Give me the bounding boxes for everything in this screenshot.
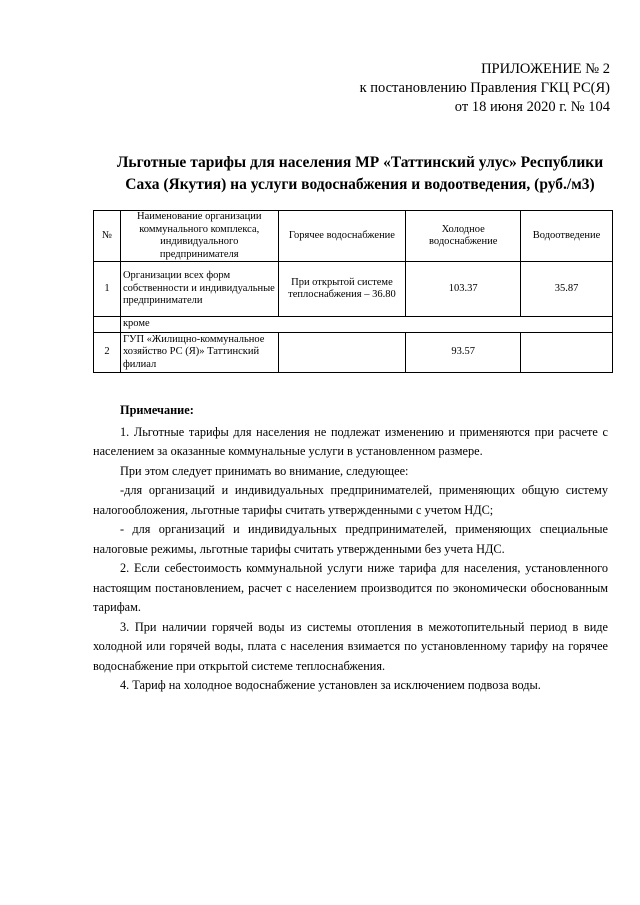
- header-cold-water: Холодное водоснабжение: [406, 211, 521, 262]
- row-org: Организации всех форм собственности и индивидуальные предприниматели: [120, 262, 278, 317]
- row-cold-water: 103.37: [406, 262, 521, 317]
- header-hot-water: Горячее водоснабжение: [278, 211, 406, 262]
- header-org: Наименование организации коммунального комплекса, индивидуального предпринимателя: [120, 211, 278, 262]
- row-hot-water: [278, 333, 406, 373]
- note-paragraph-6: 3. При наличии горячей воды из системы отопления в межотопительный период в виде холодной или горячей воды, плата с населения взимается по установленному тарифу на горячее водоснабжение при открытой системе теплоснабжения.: [93, 619, 608, 673]
- row-drainage: 35.87: [521, 262, 613, 317]
- document-title: [90, 152, 630, 196]
- appendix-resolution-date: от 18 июня 2020 г. № 104: [454, 99, 610, 115]
- tariff-table: [93, 210, 613, 373]
- note-paragraph-4: - для организаций и индивидуальных предпринимателей, применяющих специальные налоговые режимы, льготные тарифы считать утвержденными без учета НДС.: [93, 522, 608, 556]
- header-num: №: [94, 211, 121, 262]
- row-hot-water: При открытой системе теплоснабжения – 36.80: [278, 262, 406, 317]
- header-drainage: Водоотведение: [521, 211, 613, 262]
- notes-section: [93, 401, 608, 696]
- appendix-number: ПРИЛОЖЕНИЕ № 2: [481, 61, 610, 77]
- note-paragraph-1: 1. Льготные тарифы для населения не подлежат изменению и применяются при расчете с населением за оказанные коммунальные услуги в установленном размере.: [93, 424, 608, 458]
- table-separator-row: [94, 317, 613, 333]
- document-title-line-2: Саха (Якутия) на услуги водоснабжения и водоотведения, (руб./м3): [125, 176, 595, 193]
- appendix-header: [360, 60, 610, 117]
- note-paragraph-5: 2. Если себестоимость коммунальной услуги ниже тарифа для населения, установленного настоящим постановлением, расчет с населением производится по экономически обоснованным тарифам.: [93, 561, 608, 614]
- appendix-resolution-ref: к постановлению Правления ГКЦ РС(Я): [359, 80, 610, 96]
- row-cold-water: 93.57: [406, 333, 521, 373]
- row-num: 2: [94, 333, 121, 373]
- row-org: ГУП «Жилищно-коммунальное хозяйство РС (Я)» Таттинский филиал: [120, 333, 278, 373]
- table-row: [94, 262, 613, 317]
- row-drainage: [521, 333, 613, 373]
- document-title-line-1: Льготные тарифы для населения МР «Таттинский улус» Республики: [116, 154, 604, 171]
- table-header-row: [94, 211, 613, 262]
- note-paragraph-3: -для организаций и индивидуальных предпринимателей, применяющих общую систему налогообложения, льготные тарифы считать утвержденными с учетом НДС;: [93, 483, 608, 517]
- note-paragraph-7: 4. Тариф на холодное водоснабжение установлен за исключением подвоза воды.: [120, 678, 541, 692]
- note-paragraph-2: При этом следует принимать во внимание, следующее:: [120, 463, 409, 478]
- table-row: [94, 333, 613, 373]
- notes-title: Примечание:: [120, 403, 194, 417]
- separator-text: кроме: [120, 317, 612, 333]
- separator-num: [94, 317, 121, 333]
- row-num: 1: [94, 262, 121, 317]
